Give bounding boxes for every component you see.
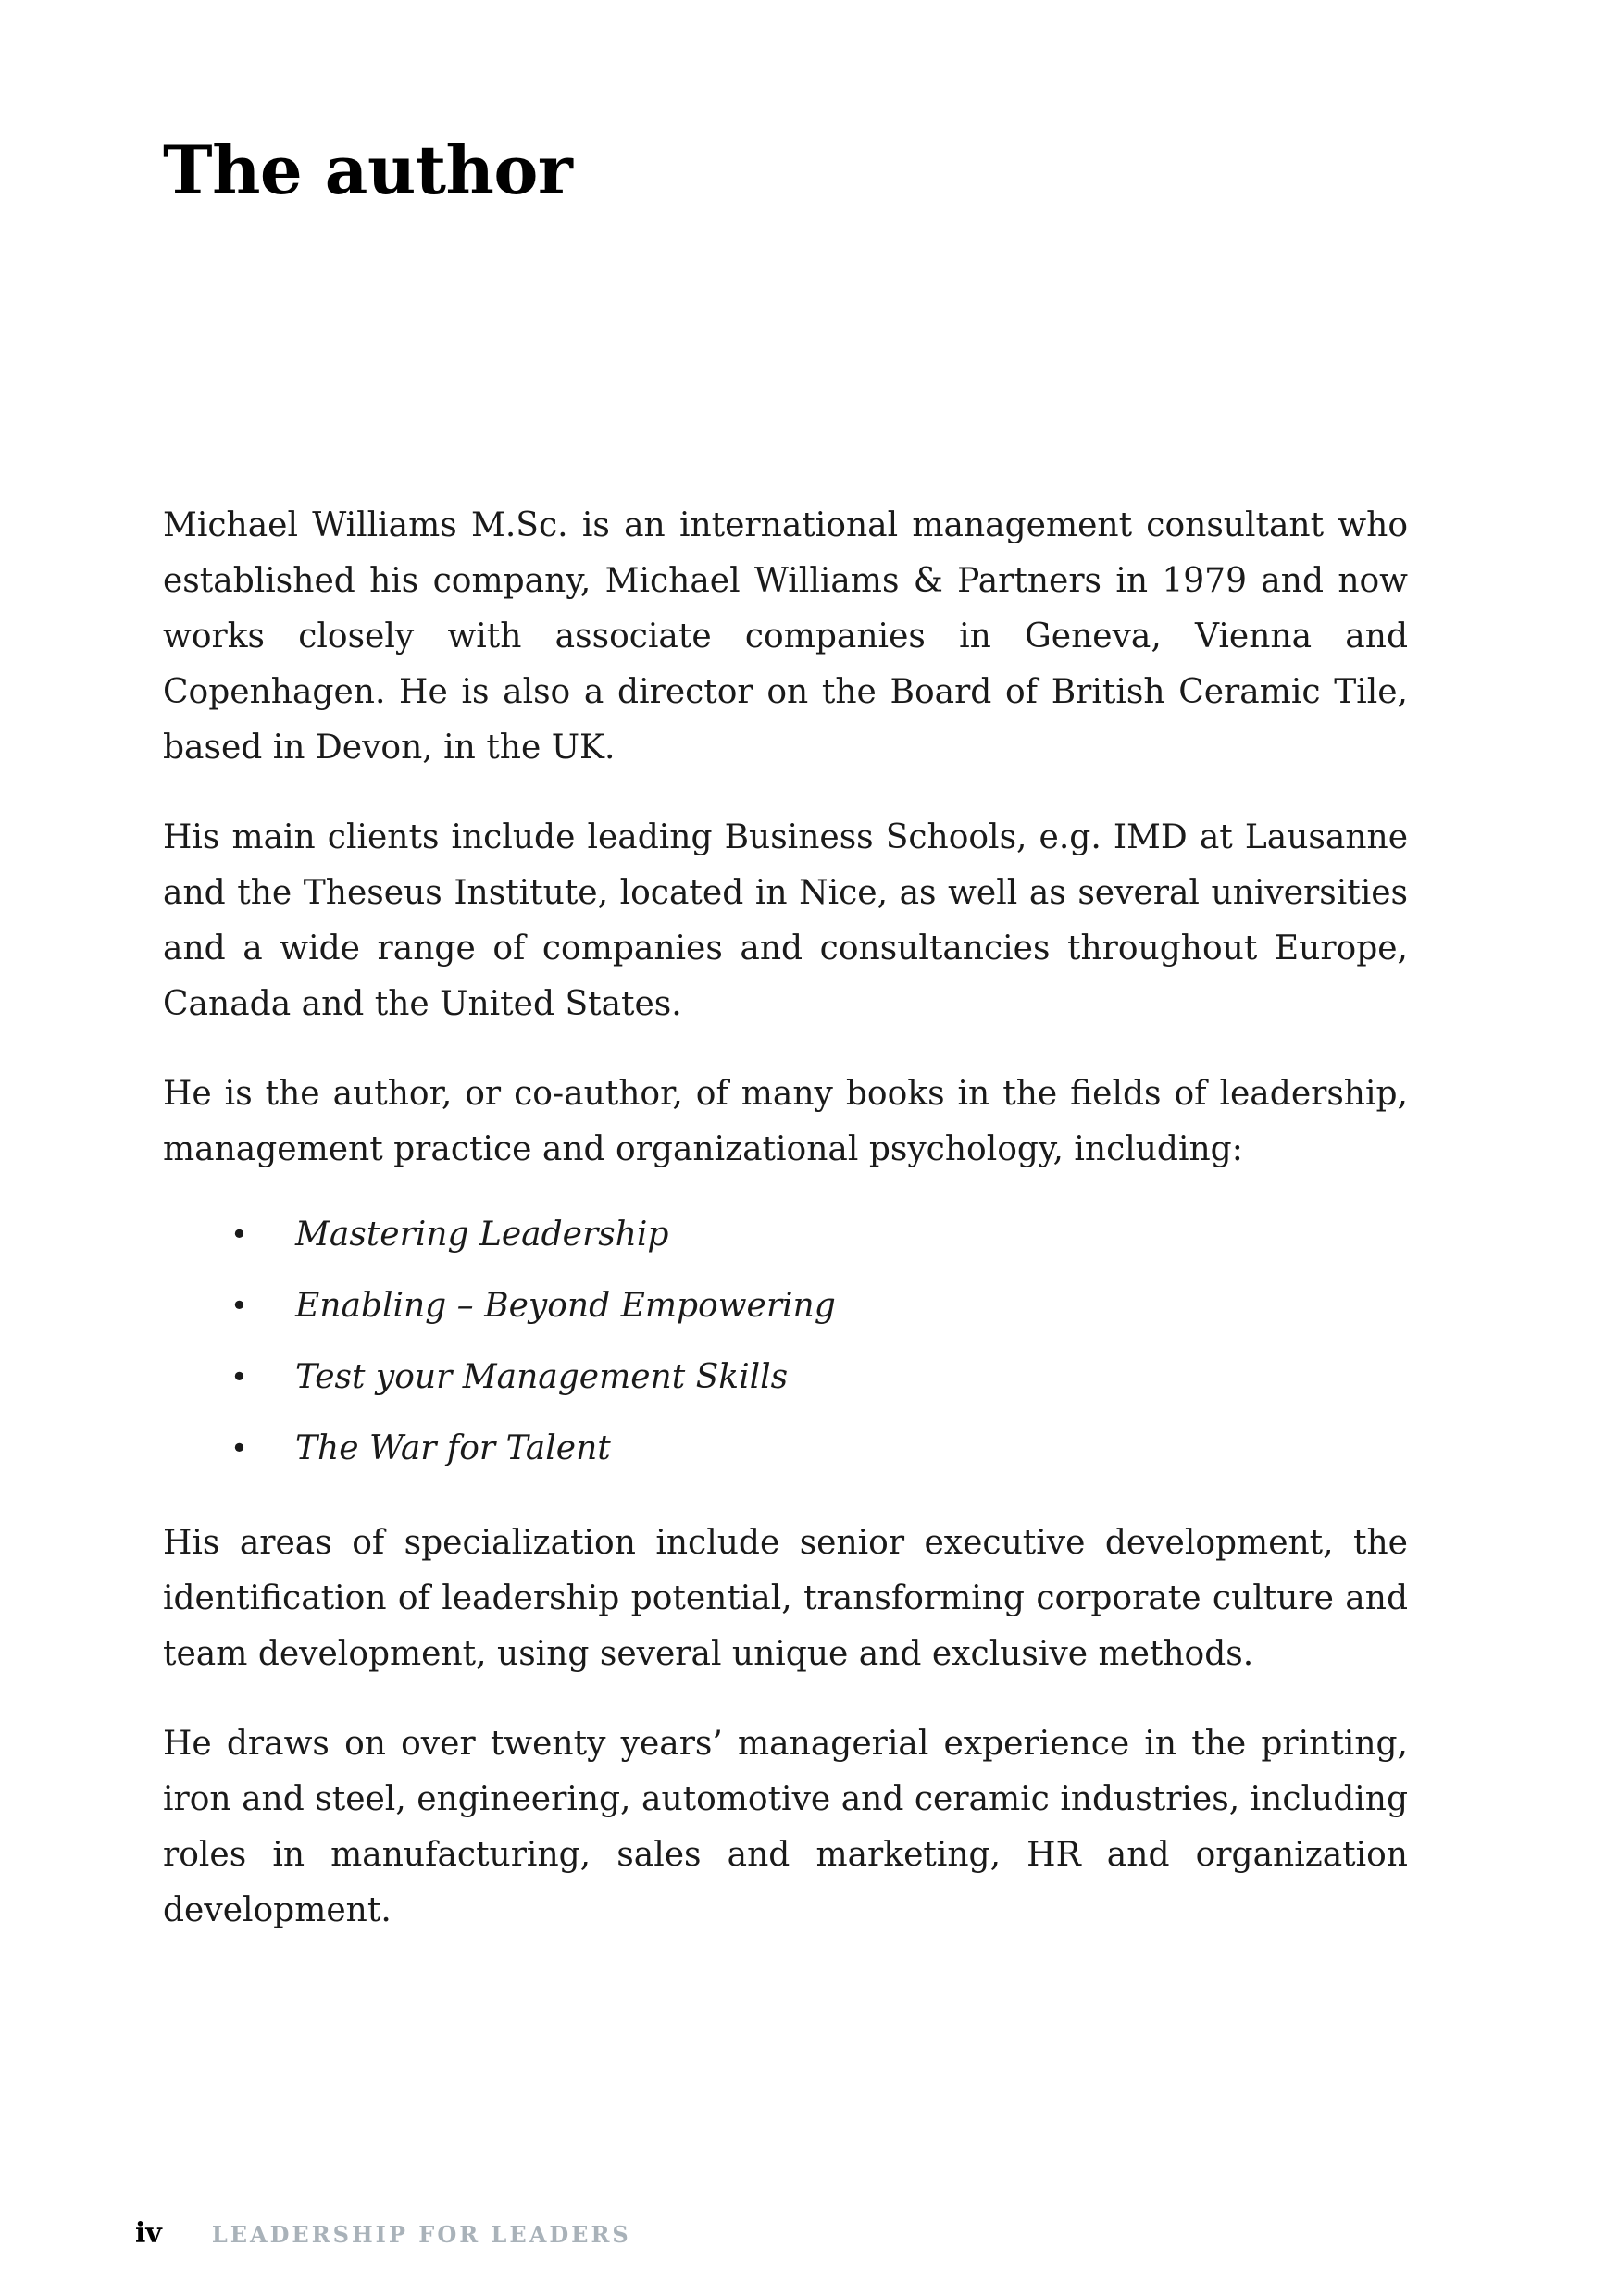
page-number: iv [135, 2217, 162, 2250]
bullet-icon: • [230, 1359, 248, 1394]
paragraph-clients: His main clients include leading Business Schools, e.g. IMD at Lausanne and the Theseus Institute, located in Nice, as well as several universities and a wide range of companies and consultancies throughout Europe, Canada and the United States. [163, 818, 1408, 1023]
list-item [163, 1341, 1408, 1413]
paragraph-intro: Michael Williams M.Sc. is an international management consultant who established his company, Michael Williams & Partners in 1979 and now works closely with associate companies in Geneva, Vienna and Copenhagen. He is also a director on the Board of British Ceramic Tile, based in Devon, in the UK. [163, 506, 1408, 767]
running-head: LEADERSHIP FOR LEADERS [211, 2221, 631, 2248]
paragraph-books-intro: He is the author, or co-author, of many books in the fields of leadership, management practice and organizational psychology, including: [163, 1075, 1408, 1168]
list-item [163, 1199, 1408, 1270]
page-footer [135, 2217, 631, 2254]
bullet-icon: • [230, 1430, 248, 1466]
paragraph-experience: He draws on over twenty years’ managerial experience in the printing, iron and steel, engineering, automotive and ceramic industries, including roles in manufacturing, sales and marketing, HR and organization development. [163, 1725, 1408, 1929]
book-title: Mastering Leadership [295, 1216, 669, 1254]
book-title: Enabling – Beyond Empowering [295, 1287, 836, 1325]
list-item [163, 1413, 1408, 1484]
bullet-icon: • [230, 1288, 248, 1323]
body-text [163, 498, 1408, 1973]
list-item [163, 1270, 1408, 1341]
page-title: The author [163, 131, 573, 209]
paragraph-specialization: His areas of specialization include senior executive development, the identification of leadership potential, transforming corporate culture and team development, using several unique and exclusive methods. [163, 1524, 1408, 1673]
book-title: Test your Management Skills [295, 1358, 789, 1396]
book-title: The War for Talent [295, 1429, 611, 1467]
bullet-icon: • [230, 1217, 248, 1252]
book-list [163, 1199, 1408, 1484]
